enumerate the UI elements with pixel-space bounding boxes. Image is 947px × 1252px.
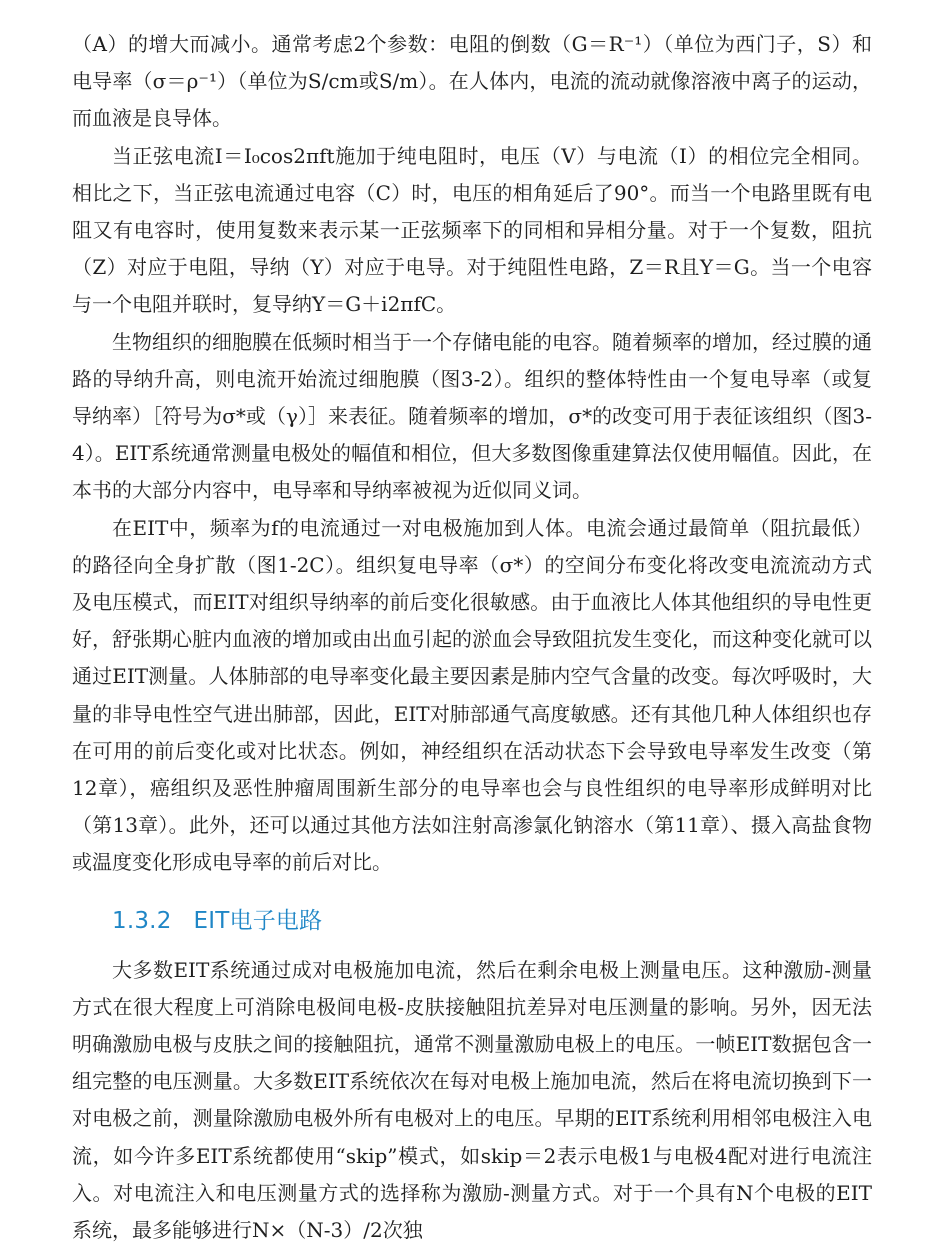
section-heading <box>112 904 872 938</box>
paragraph-eit-principle: 在EIT中，频率为f的电流通过一对电极施加到人体。电流会通过最简单（阻抗最低）的路径向全身扩散（图1-2C）。组织复电导率（σ*）的空间分布变化将改变电流流动方式及电压模式，而EIT对组织导纳率的前后变化很敏感。由于血液比人体其他组织的导电性更好，舒张期心脏内血液的增加或由出血引起的淤血会导致阻抗发生变化，而这种变化就可以通过EIT测量。人体肺部的电导率变化最主要因素是肺内空气含量的改变。每次呼吸时，大量的非导电性空气进出肺部，因此，EIT对肺部通气高度敏感。还有其他几种人体组织也存在可用的前后变化或对比状态。例如，神经组织在活动状态下会导致电导率发生改变（第12章），癌组织及恶性肿瘤周围新生部分的电导率也会与良性组织的电导率形成鲜明对比（第13章）。此外，还可以通过其他方法如注射高渗氯化钠溶水（第11章）、摄入高盐食物或温度变化形成电导率的前后对比。 <box>72 515 872 875</box>
paragraph-eit-electronics: 大多数EIT系统通过成对电极施加电流，然后在剩余电极上测量电压。这种激励-测量方式在很大程度上可消除电极间电极-皮肤接触阻抗差异对电压测量的影响。另外，因无法明确激励电极与皮肤之间的接触阻抗，通常不测量激励电极上的电压。一帧EIT数据包含一组完整的电压测量。大多数EIT系统依次在每对电极上施加电流，然后在将电流切换到下一对电极之前，测量除激励电极外所有电极对上的电压。早期的EIT系统利用相邻电极注入电流，如今许多EIT系统都使用“skip”模式，如skip＝2表示电极1与电极4配对进行电流注入。对电流注入和电压测量方式的选择称为激励-测量方式。对于一个具有N个电极的EIT系统，最多能够进行N×（N-3）/2次独 <box>72 957 872 1243</box>
paragraph-impedance-admittance: 当正弦电流I＝I₀cos2πft施加于纯电阻时，电压（V）与电流（I）的相位完全相同。相比之下，当正弦电流通过电容（C）时，电压的相角延后了90°。而当一个电路里既有电阻又有电容时，使用复数来表示某一正弦频率下的同相和异相分量。对于一个复数，阻抗（Z）对应于电阻，导纳（Y）对应于电导。对于纯阻性电路，Z＝R且Y＝G。当一个电容与一个电阻并联时，复导纳Y＝G＋i2πfC。 <box>72 143 872 317</box>
section-number: 1.3.2 <box>112 907 172 934</box>
paragraph-cell-membrane: 生物组织的细胞膜在低频时相当于一个存储电能的电容。随着频率的增加，经过膜的通路的导纳升高，则电流开始流过细胞膜（图3-2）。组织的整体特性由一个复电导率（或复导纳率）［符号为σ*或（γ）］来表征。随着频率的增加，σ*的改变可用于表征该组织（图3-4）。EIT系统通常测量电极处的幅值和相位，但大多数图像重建算法仅使用幅值。因此，在本书的大部分内容中，电导率和导纳率被视为近似同义词。 <box>72 329 872 503</box>
paragraph-conductivity-intro: （A）的增大而减小。通常考虑2个参数：电阻的倒数（G＝R⁻¹）（单位为西门子，S）和电导率（σ＝ρ⁻¹）（单位为S/cm或S/m）。在人体内，电流的流动就像溶液中离子的运动，而血液是良导体。 <box>72 32 872 131</box>
section-title: EIT电子电路 <box>193 907 323 934</box>
document-page <box>72 26 872 1249</box>
